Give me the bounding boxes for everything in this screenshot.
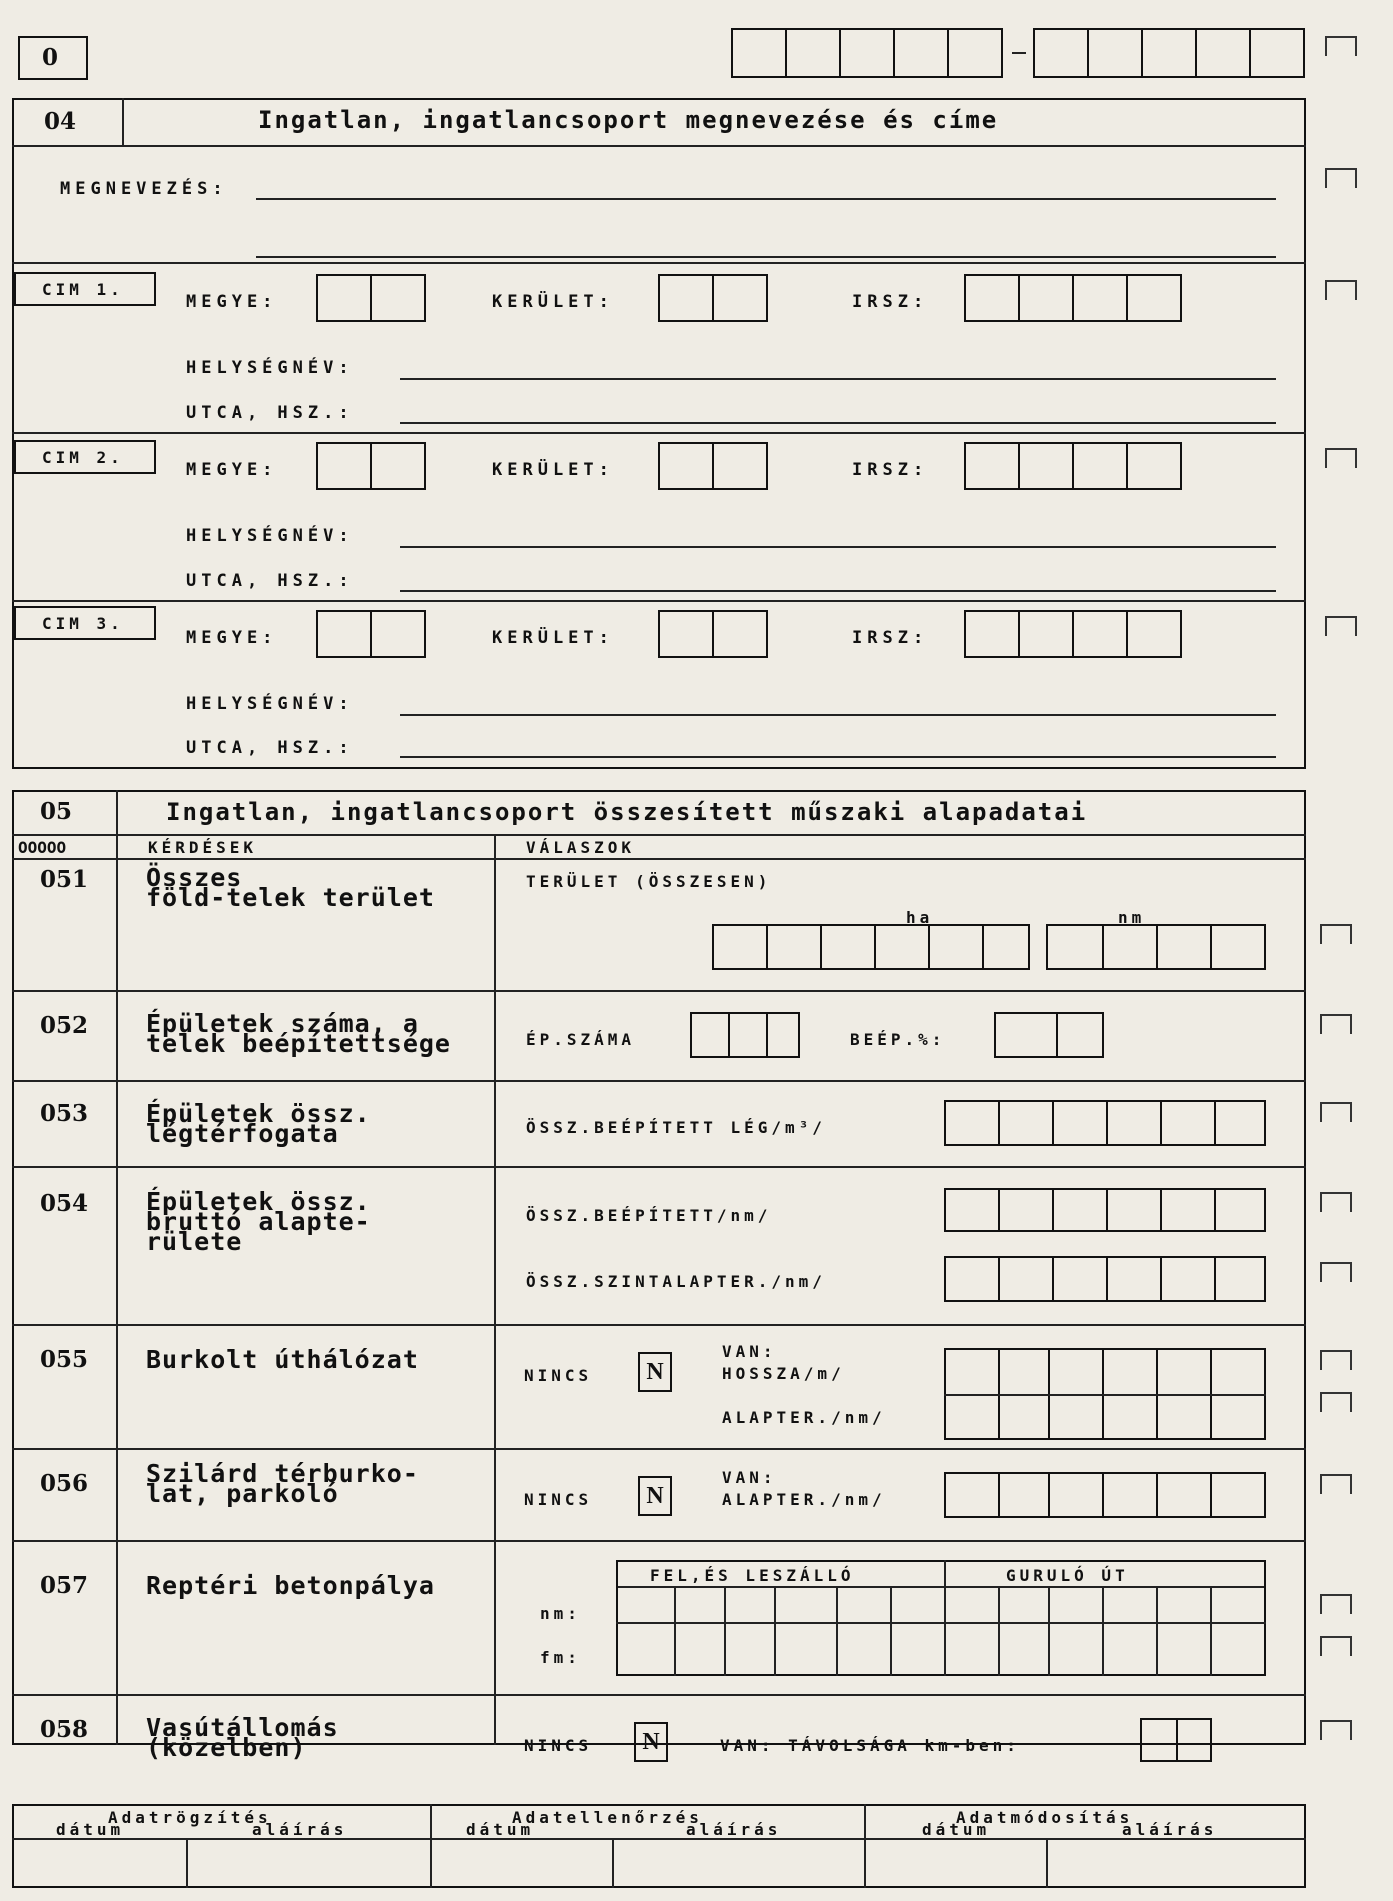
form-code: 0 [42, 44, 59, 71]
nincs-checkbox[interactable]: N [638, 1352, 672, 1392]
helyseg-line[interactable] [400, 378, 1276, 380]
margin-mark [1325, 36, 1357, 56]
col-answers: VÁLASZOK [526, 838, 636, 857]
cim-label: CIM 1. [42, 280, 124, 299]
megye-box[interactable] [316, 274, 372, 322]
section-04-code: 04 [44, 108, 77, 135]
section-05-title: Ingatlan, ingatlancsoport összesített műszaki alapadatai [166, 798, 1088, 826]
section-05-code: 05 [40, 798, 73, 825]
irsz-box[interactable] [964, 274, 1020, 322]
form-code-box [18, 36, 88, 80]
name-label: MEGNEVEZÉS: [60, 179, 228, 199]
col-questions: KÉRDÉSEK [148, 838, 258, 857]
col-code: OOOOO [18, 838, 67, 857]
runway-grid[interactable] [616, 1560, 1266, 1676]
id-dash [1012, 52, 1026, 54]
name-line-2[interactable] [256, 256, 1276, 258]
kerulet-box[interactable] [658, 274, 714, 322]
section-04-title: Ingatlan, ingatlancsoport megnevezése és címe [258, 106, 999, 134]
name-line-1[interactable] [256, 198, 1276, 200]
utca-line[interactable] [400, 422, 1276, 424]
